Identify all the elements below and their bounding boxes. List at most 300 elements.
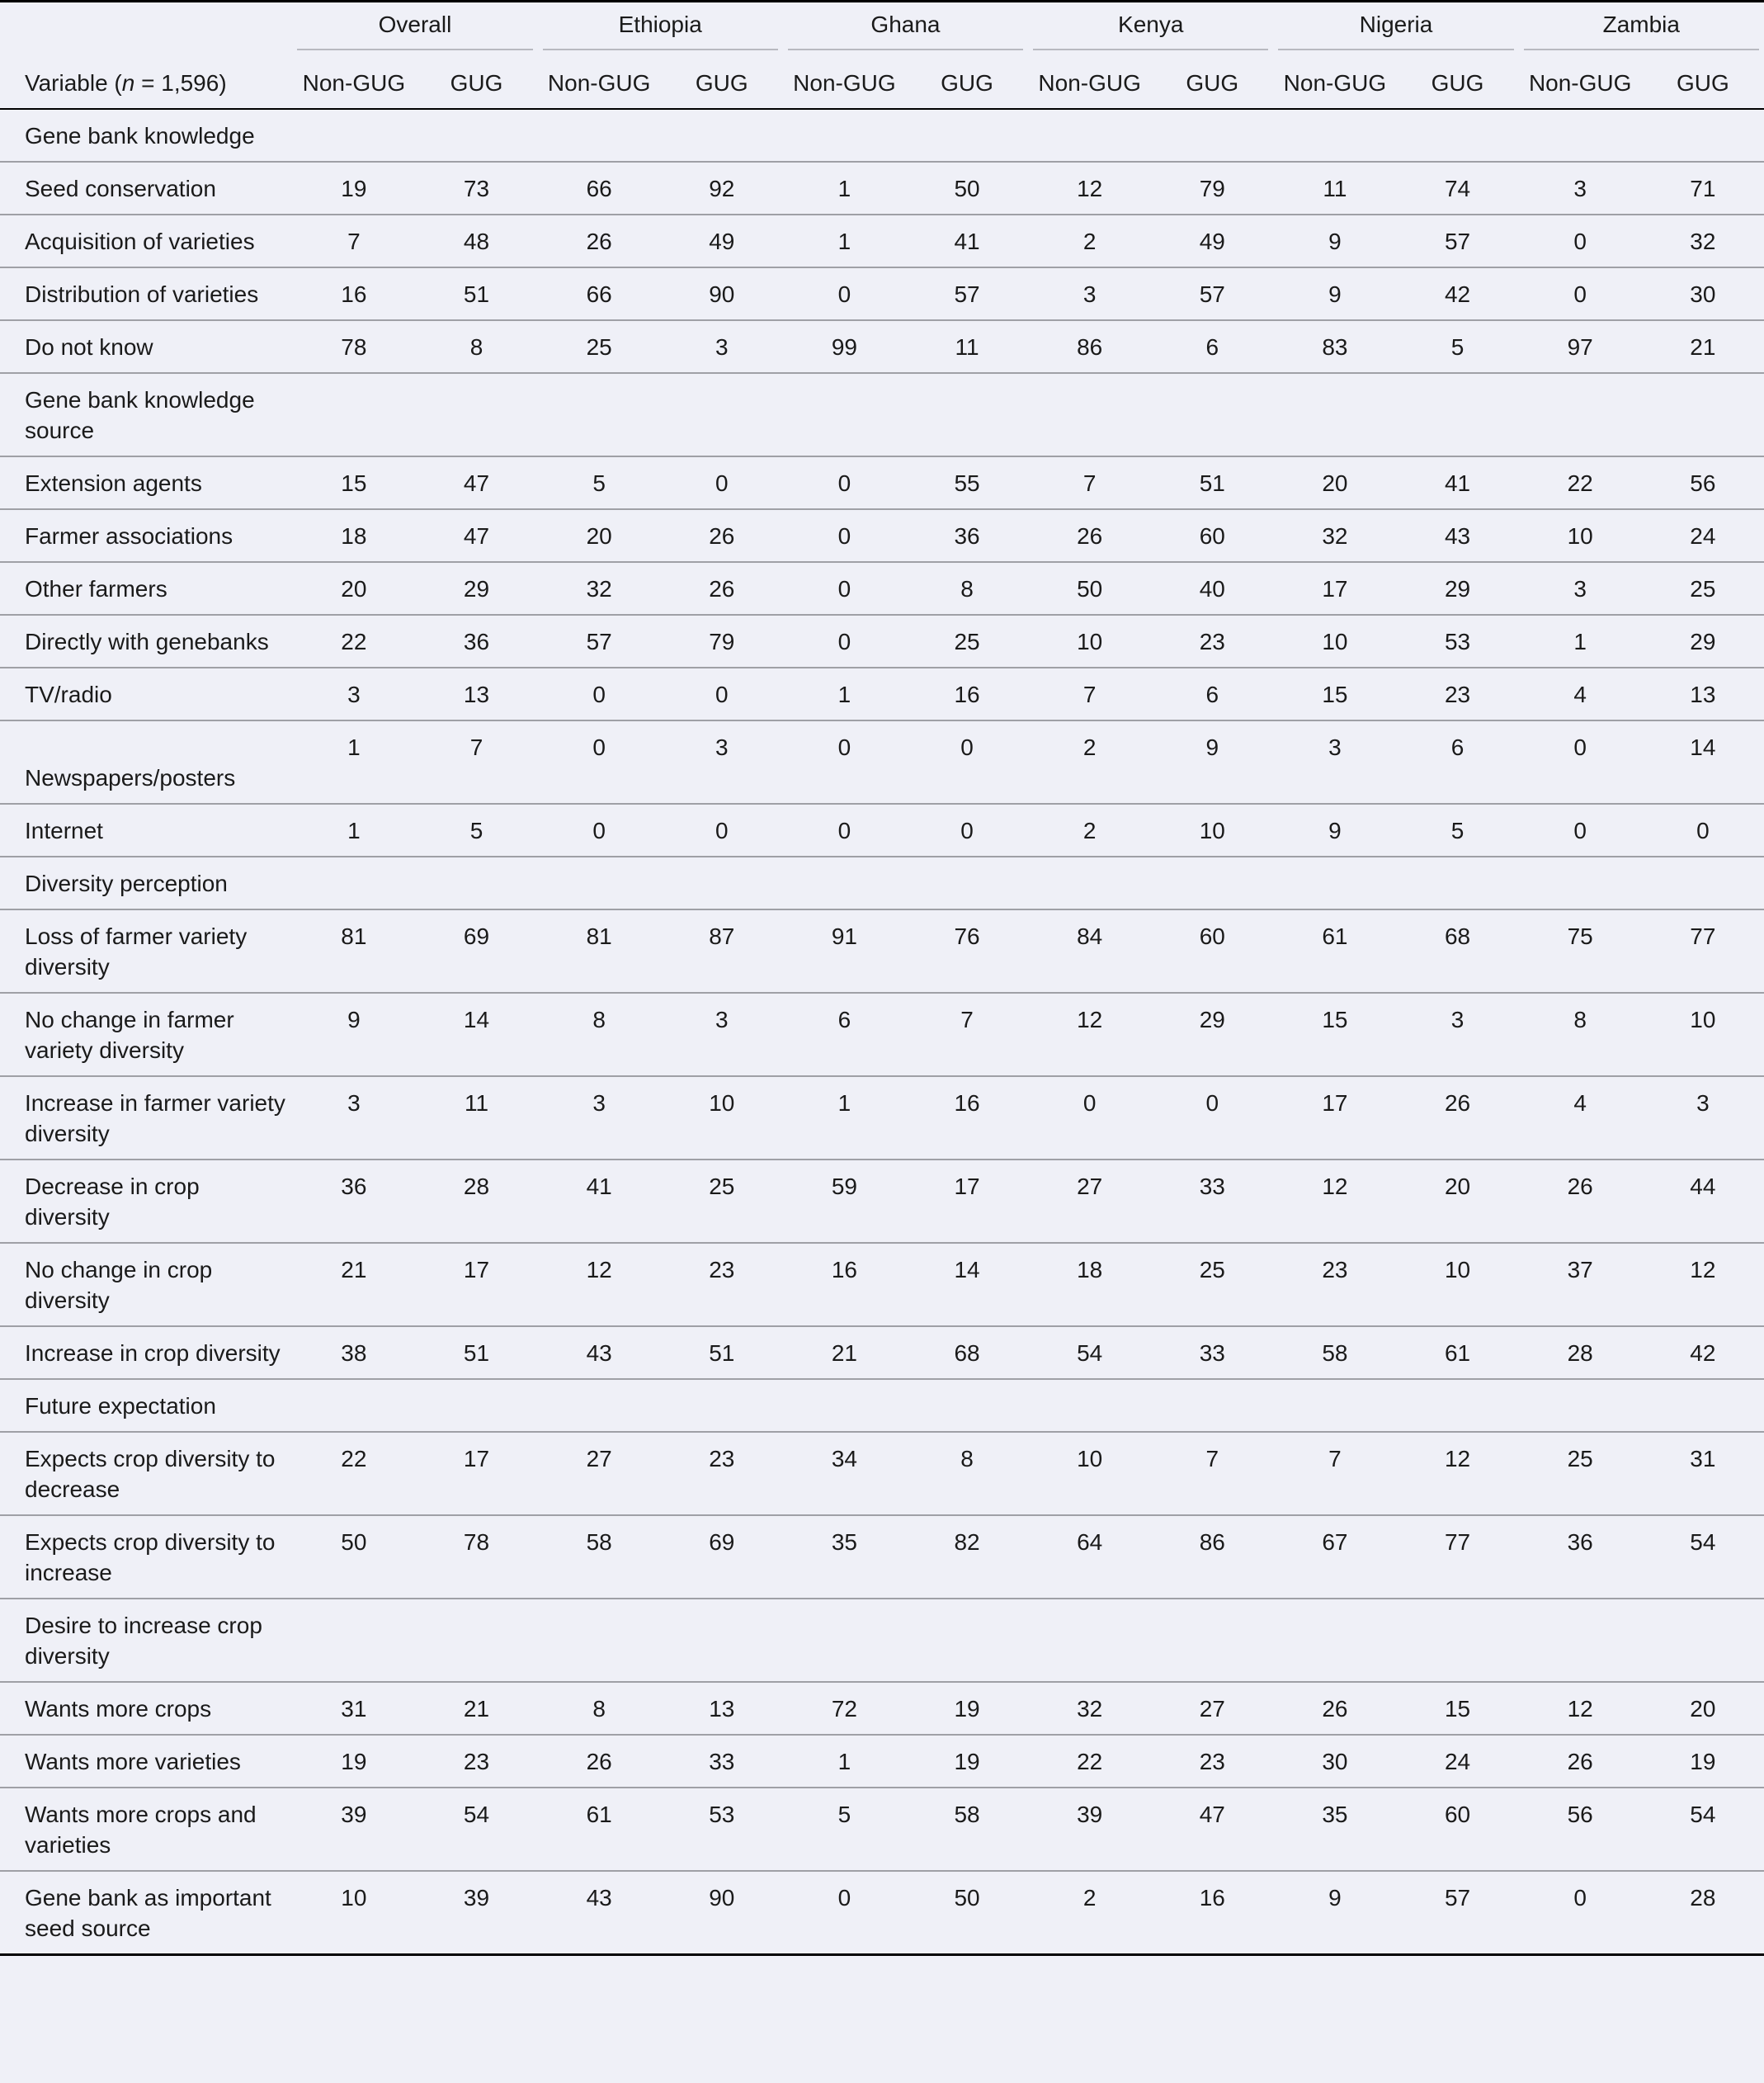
value-cell: 7 xyxy=(469,734,483,760)
value-cell: 19 xyxy=(954,1695,980,1722)
value-cell: 18 xyxy=(1077,1256,1103,1282)
value-cell: 0 xyxy=(1573,228,1587,254)
value-cell: 32 xyxy=(1322,522,1348,549)
table-row xyxy=(0,1682,1764,1735)
header-sub-ethiopia-gug: GUG xyxy=(695,69,748,96)
row-label: Decrease in crop diversity xyxy=(25,1173,200,1230)
empty-cell xyxy=(1519,857,1642,909)
value-cell: 8 xyxy=(592,1695,606,1722)
empty-cell xyxy=(538,373,661,456)
value-cell: 21 xyxy=(1690,333,1716,360)
value-cell: 10 xyxy=(1077,1445,1103,1471)
value-cell: 12 xyxy=(1077,1006,1103,1032)
value-cell: 17 xyxy=(1322,575,1348,602)
value-cell: 17 xyxy=(463,1445,490,1471)
header-sub-nigeria-non-gug: Non-GUG xyxy=(1283,69,1387,96)
value-cell: 29 xyxy=(1199,1006,1225,1032)
header-group-label: Ethiopia xyxy=(543,9,778,50)
table-row xyxy=(0,1735,1764,1788)
header-group-ghana xyxy=(783,2,1028,54)
table-row xyxy=(0,1871,1764,1955)
value-cell: 54 xyxy=(463,1801,490,1827)
value-cell: 50 xyxy=(954,1884,980,1911)
table-row xyxy=(0,909,1764,993)
value-cell: 43 xyxy=(1444,522,1471,549)
row-label: Newspapers/posters xyxy=(25,764,236,791)
table-row xyxy=(0,1515,1764,1599)
value-cell: 16 xyxy=(954,1089,980,1116)
value-cell: 53 xyxy=(709,1801,735,1827)
value-cell: 7 xyxy=(347,228,361,254)
value-cell: 22 xyxy=(341,1445,367,1471)
value-cell: 47 xyxy=(1199,1801,1225,1827)
row-label: Loss of farmer variety diversity xyxy=(25,923,248,980)
value-cell: 26 xyxy=(586,1748,612,1774)
empty-cell xyxy=(661,1599,783,1682)
value-cell: 0 xyxy=(960,734,974,760)
value-cell: 14 xyxy=(463,1006,490,1032)
value-cell: 58 xyxy=(1322,1339,1348,1366)
value-cell: 15 xyxy=(1322,681,1348,707)
value-cell: 10 xyxy=(341,1884,367,1911)
empty-cell xyxy=(1028,1379,1151,1432)
empty-cell xyxy=(1151,109,1273,162)
value-cell: 1 xyxy=(837,228,851,254)
row-label: Other farmers xyxy=(25,575,167,602)
value-cell: 19 xyxy=(341,175,367,201)
row-label: Acquisition of varieties xyxy=(25,228,255,254)
header-sub-zambia-non-gug: Non-GUG xyxy=(1528,69,1632,96)
value-cell: 4 xyxy=(1573,681,1587,707)
value-cell: 69 xyxy=(709,1528,735,1555)
value-cell: 12 xyxy=(1567,1695,1593,1722)
value-cell: 39 xyxy=(463,1884,490,1911)
value-cell: 7 xyxy=(960,1006,974,1032)
empty-cell xyxy=(661,857,783,909)
value-cell: 60 xyxy=(1199,522,1225,549)
row-label: Expects crop diversity to decrease xyxy=(25,1445,276,1502)
value-cell: 35 xyxy=(1322,1801,1348,1827)
row-label: Directly with genebanks xyxy=(25,628,269,654)
empty-cell xyxy=(906,1379,1028,1432)
value-cell: 0 xyxy=(1573,817,1587,843)
value-cell: 23 xyxy=(463,1748,490,1774)
table-row xyxy=(0,668,1764,720)
empty-cell xyxy=(415,857,537,909)
empty-cell xyxy=(783,857,906,909)
empty-cell xyxy=(538,1599,661,1682)
value-cell: 47 xyxy=(463,522,490,549)
empty-cell xyxy=(1642,1379,1764,1432)
empty-cell xyxy=(783,1379,906,1432)
empty-cell xyxy=(1028,373,1151,456)
empty-cell xyxy=(1273,857,1396,909)
value-cell: 51 xyxy=(463,1339,490,1366)
empty-cell xyxy=(783,1599,906,1682)
value-cell: 24 xyxy=(1690,522,1716,549)
table-row xyxy=(0,1326,1764,1379)
value-cell: 26 xyxy=(1444,1089,1471,1116)
value-cell: 5 xyxy=(1450,817,1464,843)
value-cell: 71 xyxy=(1690,175,1716,201)
empty-cell xyxy=(415,1379,537,1432)
value-cell: 66 xyxy=(586,175,612,201)
value-cell: 19 xyxy=(1690,1748,1716,1774)
value-cell: 11 xyxy=(955,333,979,360)
table-row xyxy=(0,1076,1764,1160)
value-cell: 57 xyxy=(586,628,612,654)
table-row xyxy=(0,993,1764,1076)
value-cell: 51 xyxy=(463,281,490,307)
header-sub-nigeria-gug: GUG xyxy=(1431,69,1484,96)
value-cell: 0 xyxy=(837,817,851,843)
header-sub-kenya-non-gug: Non-GUG xyxy=(1038,69,1141,96)
value-cell: 59 xyxy=(831,1173,857,1199)
table-row xyxy=(0,509,1764,562)
value-cell: 42 xyxy=(1444,281,1471,307)
section-label: Diversity perception xyxy=(25,870,228,896)
value-cell: 27 xyxy=(586,1445,612,1471)
value-cell: 21 xyxy=(831,1339,857,1366)
value-cell: 90 xyxy=(709,1884,735,1911)
empty-cell xyxy=(661,373,783,456)
value-cell: 26 xyxy=(709,522,735,549)
value-cell: 28 xyxy=(1690,1884,1716,1911)
table-row xyxy=(0,720,1764,804)
value-cell: 86 xyxy=(1077,333,1103,360)
value-cell: 9 xyxy=(1328,1884,1342,1911)
value-cell: 43 xyxy=(586,1339,612,1366)
value-cell: 40 xyxy=(1199,575,1225,602)
header-group-row xyxy=(0,2,1764,54)
value-cell: 0 xyxy=(592,734,606,760)
value-cell: 0 xyxy=(1205,1089,1219,1116)
value-cell: 20 xyxy=(586,522,612,549)
value-cell: 55 xyxy=(954,470,980,496)
value-cell: 84 xyxy=(1077,923,1103,949)
value-cell: 0 xyxy=(837,1884,851,1911)
value-cell: 12 xyxy=(1444,1445,1471,1471)
value-cell: 48 xyxy=(463,228,490,254)
value-cell: 2 xyxy=(1082,817,1097,843)
value-cell: 47 xyxy=(463,470,490,496)
value-cell: 32 xyxy=(1690,228,1716,254)
value-cell: 16 xyxy=(831,1256,857,1282)
value-cell: 25 xyxy=(1567,1445,1593,1471)
value-cell: 0 xyxy=(1082,1089,1097,1116)
value-cell: 44 xyxy=(1690,1173,1716,1199)
empty-cell xyxy=(1151,1379,1273,1432)
value-cell: 30 xyxy=(1322,1748,1348,1774)
value-cell: 1 xyxy=(347,817,361,843)
value-cell: 5 xyxy=(592,470,606,496)
value-cell: 68 xyxy=(954,1339,980,1366)
empty-cell xyxy=(1519,1599,1642,1682)
section-header-row xyxy=(0,373,1764,456)
value-cell: 1 xyxy=(1573,628,1587,654)
value-cell: 92 xyxy=(709,175,735,201)
value-cell: 36 xyxy=(1567,1528,1593,1555)
header-group-label: Zambia xyxy=(1524,9,1759,50)
header-sub-overall-non-gug: Non-GUG xyxy=(302,69,406,96)
value-cell: 2 xyxy=(1082,734,1097,760)
section-header-row xyxy=(0,857,1764,909)
empty-cell xyxy=(661,109,783,162)
empty-cell xyxy=(906,857,1028,909)
value-cell: 16 xyxy=(341,281,367,307)
value-cell: 75 xyxy=(1567,923,1593,949)
value-cell: 7 xyxy=(1205,1445,1219,1471)
value-cell: 54 xyxy=(1690,1528,1716,1555)
header-corner xyxy=(0,2,292,54)
value-cell: 1 xyxy=(347,734,361,760)
value-cell: 10 xyxy=(1077,628,1103,654)
value-cell: 73 xyxy=(463,175,490,201)
value-cell: 25 xyxy=(709,1173,735,1199)
value-cell: 15 xyxy=(1322,1006,1348,1032)
value-cell: 3 xyxy=(1696,1089,1710,1116)
value-cell: 2 xyxy=(1082,1884,1097,1911)
value-cell: 51 xyxy=(709,1339,735,1366)
empty-cell xyxy=(906,109,1028,162)
value-cell: 3 xyxy=(1328,734,1342,760)
value-cell: 50 xyxy=(954,175,980,201)
value-cell: 15 xyxy=(341,470,367,496)
value-cell: 9 xyxy=(347,1006,361,1032)
header-group-overall xyxy=(292,2,537,54)
value-cell: 12 xyxy=(1690,1256,1716,1282)
value-cell: 41 xyxy=(586,1173,612,1199)
empty-cell xyxy=(292,1379,415,1432)
header-sub-zambia-gug: GUG xyxy=(1676,69,1729,96)
value-cell: 17 xyxy=(463,1256,490,1282)
empty-cell xyxy=(1273,373,1396,456)
empty-cell xyxy=(783,109,906,162)
value-cell: 33 xyxy=(709,1748,735,1774)
table-row xyxy=(0,1788,1764,1871)
value-cell: 60 xyxy=(1444,1801,1471,1827)
value-cell: 5 xyxy=(469,817,483,843)
value-cell: 57 xyxy=(1199,281,1225,307)
value-cell: 56 xyxy=(1690,470,1716,496)
value-cell: 0 xyxy=(960,817,974,843)
value-cell: 11 xyxy=(1323,175,1347,201)
value-cell: 10 xyxy=(709,1089,735,1116)
empty-cell xyxy=(1273,1379,1396,1432)
value-cell: 67 xyxy=(1322,1528,1348,1555)
empty-cell xyxy=(415,1599,537,1682)
table-row xyxy=(0,1432,1764,1515)
empty-cell xyxy=(783,373,906,456)
table-row xyxy=(0,320,1764,373)
value-cell: 60 xyxy=(1199,923,1225,949)
value-cell: 0 xyxy=(1573,281,1587,307)
empty-cell xyxy=(538,109,661,162)
value-cell: 0 xyxy=(1573,734,1587,760)
value-cell: 77 xyxy=(1444,1528,1471,1555)
value-cell: 32 xyxy=(1077,1695,1103,1722)
value-cell: 90 xyxy=(709,281,735,307)
value-cell: 9 xyxy=(1328,228,1342,254)
table-header xyxy=(0,2,1764,109)
value-cell: 14 xyxy=(1690,734,1716,760)
value-cell: 17 xyxy=(954,1173,980,1199)
header-group-label: Ghana xyxy=(788,9,1023,50)
value-cell: 6 xyxy=(1205,681,1219,707)
value-cell: 12 xyxy=(586,1256,612,1282)
value-cell: 25 xyxy=(954,628,980,654)
value-cell: 3 xyxy=(1573,575,1587,602)
empty-cell xyxy=(1396,857,1518,909)
empty-cell xyxy=(292,109,415,162)
value-cell: 15 xyxy=(1444,1695,1471,1722)
value-cell: 28 xyxy=(463,1173,490,1199)
value-cell: 42 xyxy=(1690,1339,1716,1366)
value-cell: 0 xyxy=(592,817,606,843)
empty-cell xyxy=(1151,373,1273,456)
value-cell: 81 xyxy=(341,923,367,949)
empty-cell xyxy=(415,109,537,162)
value-cell: 3 xyxy=(715,1006,729,1032)
value-cell: 2 xyxy=(1082,228,1097,254)
value-cell: 16 xyxy=(1199,1884,1225,1911)
header-sub-overall-gug: GUG xyxy=(450,69,503,96)
value-cell: 1 xyxy=(837,175,851,201)
value-cell: 13 xyxy=(709,1695,735,1722)
value-cell: 0 xyxy=(837,281,851,307)
empty-cell xyxy=(292,1599,415,1682)
value-cell: 0 xyxy=(837,628,851,654)
value-cell: 3 xyxy=(715,734,729,760)
value-cell: 99 xyxy=(831,333,857,360)
value-cell: 1 xyxy=(837,1748,851,1774)
table-row xyxy=(0,804,1764,857)
value-cell: 36 xyxy=(341,1173,367,1199)
row-label: Distribution of varieties xyxy=(25,281,259,307)
value-cell: 5 xyxy=(1450,333,1464,360)
value-cell: 0 xyxy=(837,522,851,549)
header-group-kenya xyxy=(1028,2,1273,54)
section-header-row xyxy=(0,109,1764,162)
value-cell: 22 xyxy=(1077,1748,1103,1774)
empty-cell xyxy=(1642,1599,1764,1682)
empty-cell xyxy=(1519,373,1642,456)
row-label: Wants more crops and varieties xyxy=(25,1801,257,1858)
value-cell: 13 xyxy=(463,681,490,707)
table-row xyxy=(0,267,1764,320)
section-label: Desire to increase crop diversity xyxy=(25,1612,262,1669)
value-cell: 97 xyxy=(1567,333,1593,360)
value-cell: 41 xyxy=(954,228,980,254)
empty-cell xyxy=(292,857,415,909)
value-cell: 0 xyxy=(837,470,851,496)
value-cell: 10 xyxy=(1444,1256,1471,1282)
value-cell: 9 xyxy=(1328,281,1342,307)
value-cell: 36 xyxy=(954,522,980,549)
value-cell: 3 xyxy=(1450,1006,1464,1032)
empty-cell xyxy=(1396,109,1518,162)
empty-cell xyxy=(1151,1599,1273,1682)
section-label: Future expectation xyxy=(25,1392,216,1419)
value-cell: 0 xyxy=(715,681,729,707)
value-cell: 86 xyxy=(1199,1528,1225,1555)
value-cell: 9 xyxy=(1205,734,1219,760)
value-cell: 12 xyxy=(1077,175,1103,201)
value-cell: 35 xyxy=(831,1528,857,1555)
empty-cell xyxy=(1642,857,1764,909)
value-cell: 3 xyxy=(592,1089,606,1116)
value-cell: 26 xyxy=(586,228,612,254)
value-cell: 22 xyxy=(341,628,367,654)
table-row xyxy=(0,562,1764,615)
value-cell: 0 xyxy=(592,681,606,707)
value-cell: 0 xyxy=(1573,1884,1587,1911)
value-cell: 51 xyxy=(1199,470,1225,496)
empty-cell xyxy=(1519,1379,1642,1432)
header-group-ethiopia xyxy=(538,2,783,54)
value-cell: 69 xyxy=(463,923,490,949)
value-cell: 25 xyxy=(1690,575,1716,602)
value-cell: 27 xyxy=(1077,1173,1103,1199)
value-cell: 26 xyxy=(1077,522,1103,549)
empty-cell xyxy=(1151,857,1273,909)
value-cell: 36 xyxy=(463,628,490,654)
variable-label: Variable ( xyxy=(25,69,122,96)
empty-cell xyxy=(1028,1599,1151,1682)
value-cell: 28 xyxy=(1567,1339,1593,1366)
value-cell: 3 xyxy=(347,681,361,707)
table-row xyxy=(0,162,1764,215)
value-cell: 29 xyxy=(1690,628,1716,654)
value-cell: 26 xyxy=(1567,1748,1593,1774)
value-cell: 58 xyxy=(586,1528,612,1555)
value-cell: 82 xyxy=(954,1528,980,1555)
value-cell: 10 xyxy=(1322,628,1348,654)
value-cell: 83 xyxy=(1322,333,1348,360)
empty-cell xyxy=(1396,1379,1518,1432)
value-cell: 49 xyxy=(709,228,735,254)
value-cell: 64 xyxy=(1077,1528,1103,1555)
value-cell: 25 xyxy=(586,333,612,360)
value-cell: 8 xyxy=(469,333,483,360)
value-cell: 8 xyxy=(960,1445,974,1471)
value-cell: 1 xyxy=(837,1089,851,1116)
value-cell: 23 xyxy=(1322,1256,1348,1282)
empty-cell xyxy=(1273,1599,1396,1682)
table-row xyxy=(0,456,1764,509)
row-label: Gene bank as important seed source xyxy=(25,1884,271,1941)
empty-cell xyxy=(1642,373,1764,456)
value-cell: 23 xyxy=(1444,681,1471,707)
value-cell: 21 xyxy=(341,1256,367,1282)
value-cell: 49 xyxy=(1199,228,1225,254)
section-header-row xyxy=(0,1599,1764,1682)
table-row xyxy=(0,215,1764,267)
value-cell: 8 xyxy=(960,575,974,602)
value-cell: 33 xyxy=(1199,1339,1225,1366)
value-cell: 1 xyxy=(837,681,851,707)
value-cell: 37 xyxy=(1567,1256,1593,1282)
row-label: Increase in farmer variety diversity xyxy=(25,1089,285,1146)
value-cell: 6 xyxy=(1450,734,1464,760)
value-cell: 8 xyxy=(592,1006,606,1032)
row-label: Wants more crops xyxy=(25,1695,212,1722)
value-cell: 6 xyxy=(1205,333,1219,360)
header-group-zambia xyxy=(1519,2,1764,54)
empty-cell xyxy=(1396,373,1518,456)
value-cell: 7 xyxy=(1082,470,1097,496)
value-cell: 13 xyxy=(1690,681,1716,707)
